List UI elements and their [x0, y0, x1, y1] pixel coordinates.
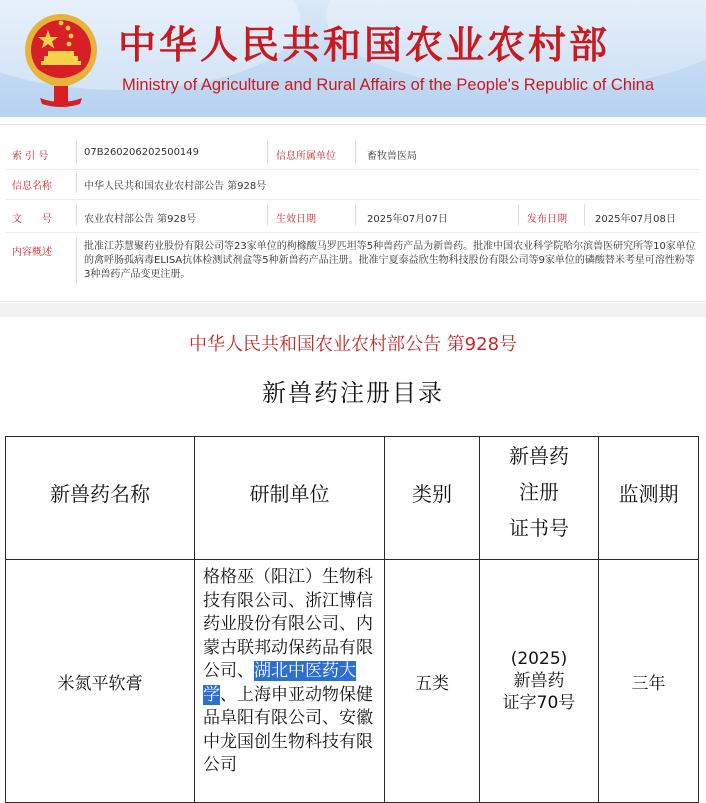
doc-value: 农业农村部公告 第928号: [84, 214, 197, 225]
row-unit: [194, 559, 385, 803]
header-cert-line: 证书号: [509, 516, 569, 540]
section-divider: [0, 303, 706, 317]
unit-text-part: 、上海申亚动物保健品阜阳有限公司、安徽中龙国创生物科技有限公司: [203, 684, 373, 775]
owner-value: 畜牧兽医局: [367, 151, 417, 162]
index-value: 07B260206202500149: [84, 147, 200, 158]
header-cert: [479, 436, 599, 548]
header-period: 监测期: [598, 436, 699, 548]
row-name: 米氮平软膏: [5, 559, 195, 803]
drug-registration-table: [5, 436, 699, 803]
summary-label: 内容概述: [12, 247, 52, 258]
header-name: 新兽药名称: [5, 436, 195, 548]
publish-label: 发布日期: [527, 214, 567, 225]
header-unit: 研制单位: [194, 436, 385, 548]
doc-label: 文 号: [12, 214, 52, 225]
header-category: 类别: [384, 436, 480, 548]
header-cert-line: 新兽药: [509, 444, 569, 468]
header-cert-line: 注册: [519, 480, 559, 504]
national-emblem-icon: [20, 6, 102, 110]
banner-subtitle: Ministry of Agriculture and Rural Affairs of the People's Republic of China: [122, 76, 655, 94]
highlighted-unit: 湖北中医药大学: [203, 661, 356, 705]
name-label: 信息名称: [12, 181, 52, 192]
unit-text-part: 格格巫（阳江）生物科技有限公司、浙江博信药业股份有限公司、内蒙古联邦动保药品有限公司、: [203, 567, 373, 681]
ministry-banner: [0, 0, 706, 117]
notice-title: 中华人民共和国农业农村部公告 第928号: [188, 334, 518, 355]
banner-title: 中华人民共和国农业农村部: [118, 22, 611, 67]
row-cert-line: (2025): [510, 649, 568, 669]
summary-text: 批准江苏慧聚药业股份有限公司等23家单位的枸橼酸马罗匹坦等5种兽药产品为新兽药。批准中国农业科学院哈尔滨兽医研究所等10家单位的禽呼肠孤病毒ELISA抗体检测试剂盒等5种新兽药产品注册。批准宁夏泰益欣生物科技股份有限公司等9家单位的磷酸替米考星可溶性粉等3种兽药产品变更注册。: [84, 241, 696, 280]
info-panel: [0, 124, 706, 302]
index-label: 索 引 号: [12, 151, 49, 162]
row-unit-text: [203, 566, 375, 778]
owner-label: 信息所属单位: [276, 151, 336, 162]
name-value: 中华人民共和国农业农村部公告 第928号: [84, 181, 267, 192]
row-cert-line: 新兽药: [513, 671, 565, 691]
publish-value: 2025年07月08日: [595, 214, 676, 225]
row-cert-line: 证字70号: [502, 693, 576, 713]
row-category: 五类: [384, 559, 480, 803]
table-gap: [5, 547, 699, 559]
row-cert: [479, 559, 599, 803]
row-period: 三年: [598, 559, 699, 803]
list-title: 新兽药注册目录: [262, 379, 444, 407]
effective-value: 2025年07月07日: [367, 214, 448, 225]
effective-label: 生效日期: [276, 214, 316, 225]
